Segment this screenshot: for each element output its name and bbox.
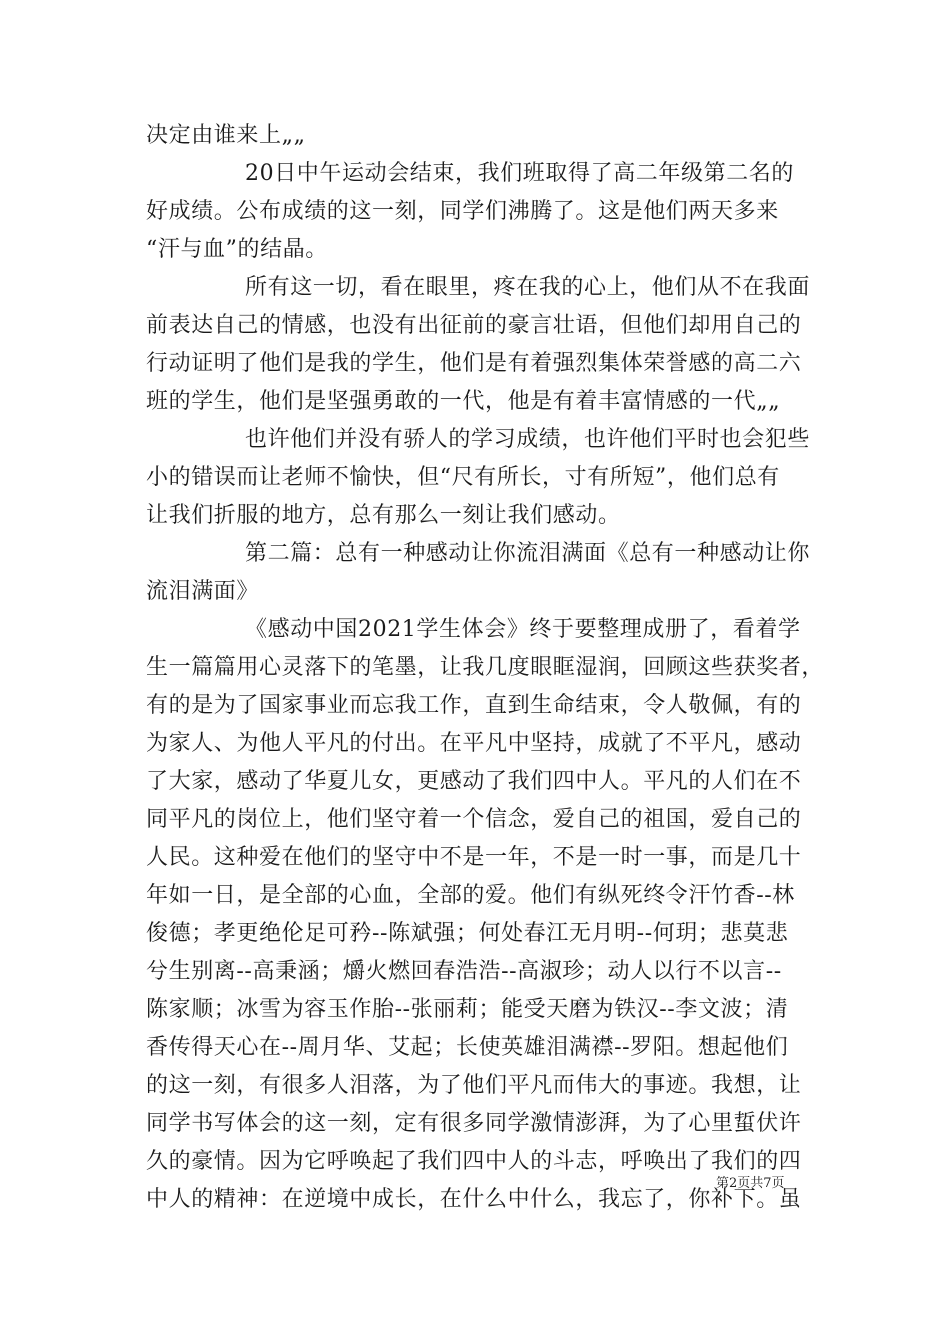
text-line: 班的学生，他们是坚强勇敢的一代，他是有着丰富情感的一代„„ bbox=[146, 389, 781, 414]
text-line: 人民。这种爱在他们的坚守中不是一年，不是一时一事，而是几十 bbox=[146, 845, 802, 870]
text-line: 年如一日，是全部的心血，全部的爱。他们有纵死终令汗竹香--林 bbox=[146, 883, 795, 908]
text-line: “汗与血”的结晶。 bbox=[146, 237, 328, 262]
text-line: 俊德；孝更绝伦足可矜--陈斌强；何处春江无月明--何玥；悲莫悲 bbox=[146, 921, 789, 946]
text-line: 决定由谁来上„„ bbox=[146, 123, 306, 148]
text-line: 中人的精神：在逆境中成长，在什么中什么，我忘了，你补下。虽 bbox=[146, 1187, 802, 1212]
text-line: 的这一刻，有很多人泪落，为了他们平凡而伟大的事迹。我想，让 bbox=[146, 1073, 802, 1098]
text-line: 久的豪情。因为它呼唤起了我们四中人的斗志，呼唤出了我们的四 bbox=[146, 1149, 802, 1174]
text-line: 好成绩。公布成绩的这一刻，同学们沸腾了。这是他们两天多来 bbox=[146, 199, 779, 224]
text-line: 行动证明了他们是我的学生，他们是有着强烈集体荣誉感的高二六 bbox=[146, 351, 802, 376]
text-line: 小的错误而让老师不愉快，但“尺有所长，寸有所短”，他们总有 bbox=[146, 465, 780, 490]
text-line: 香传得天心在--周月华、艾起；长使英雄泪满襟--罗阳。想起他们 bbox=[146, 1035, 789, 1060]
text-line: 让我们折服的地方，总有那么一刻让我们感动。 bbox=[146, 503, 621, 528]
text-line: 陈家顺；冰雪为容玉作胎--张丽莉；能受天磨为铁汉--李文波；清 bbox=[146, 997, 789, 1022]
text-line: 生一篇篇用心灵落下的笔墨，让我几度眼眶湿润，回顾这些获奖者， bbox=[146, 655, 825, 680]
section-heading: 流泪满面》 bbox=[146, 579, 260, 604]
text-line: 了大家，感动了华夏儿女，更感动了我们四中人。平凡的人们在不 bbox=[146, 769, 802, 794]
page-number: 第2页共7页 bbox=[716, 1176, 785, 1191]
text-line: 也许他们并没有骄人的学习成绩，也许他们平时也会犯些 bbox=[245, 427, 811, 452]
text-line: 有的是为了国家事业而忘我工作，直到生命结束，令人敬佩，有的 bbox=[146, 693, 802, 718]
text-line: 兮生别离--高秉涵；爝火燃回春浩浩--高淑珍；动人以行不以言-- bbox=[146, 959, 782, 984]
text-line: 《感动中国2021学生体会》终于要整理成册了，看着学 bbox=[245, 617, 801, 642]
text-line: 为家人、为他人平凡的付出。在平凡中坚持，成就了不平凡，感动 bbox=[146, 731, 802, 756]
text-line: 同平凡的岗位上，他们坚守着一个信念，爱自己的祖国，爱自己的 bbox=[146, 807, 802, 832]
text-line: 20日中午运动会结束，我们班取得了高二年级第二名的 bbox=[245, 161, 794, 186]
text-line: 前表达自己的情感，也没有出征前的豪言壮语，但他们却用自己的 bbox=[146, 313, 802, 338]
section-heading: 第二篇：总有一种感动让你流泪满面《总有一种感动让你 bbox=[245, 541, 811, 566]
text-line: 所有这一切，看在眼里，疼在我的心上，他们从不在我面 bbox=[245, 275, 811, 300]
text-line: 同学书写体会的这一刻，定有很多同学激情澎湃，为了心里蜇伏许 bbox=[146, 1111, 802, 1136]
